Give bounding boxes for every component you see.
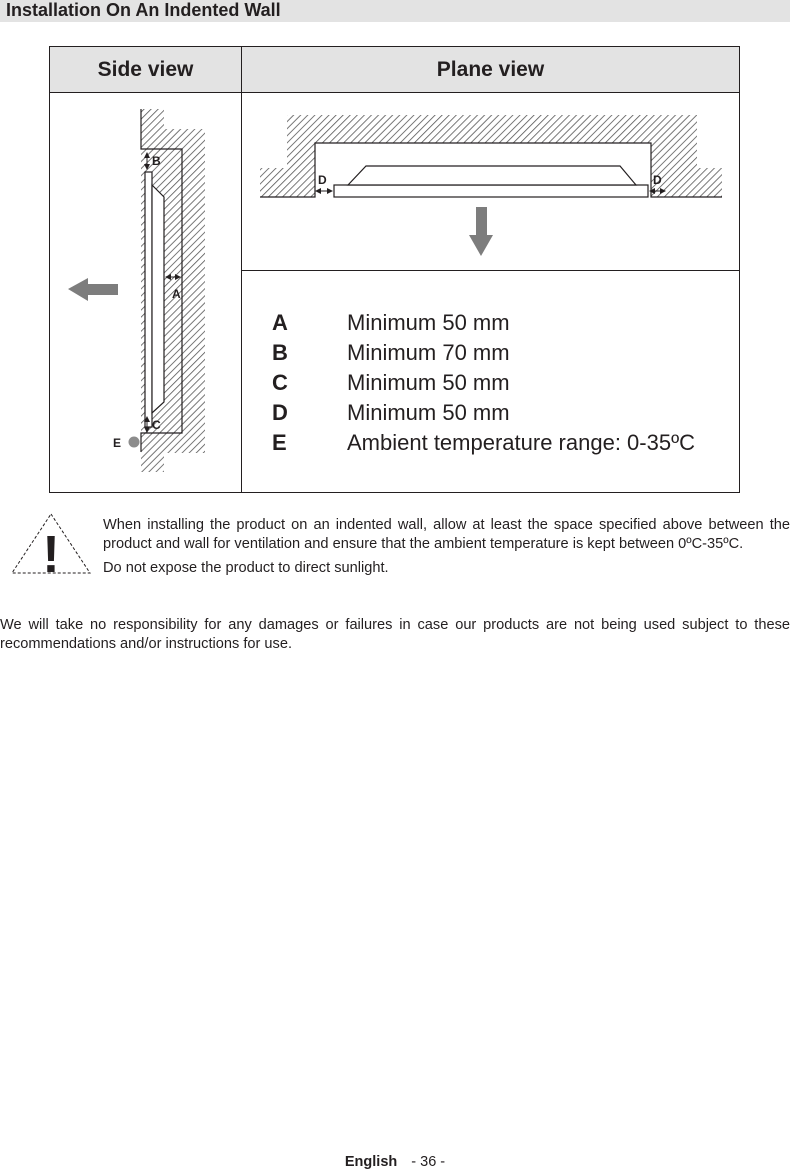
legend-letter: B [272, 340, 288, 365]
plane-view-diagram [260, 115, 722, 256]
legend-text: Minimum 50 mm [347, 310, 510, 335]
tv-side-back [152, 185, 164, 413]
label-b: B [152, 154, 161, 168]
warning-paragraph: When installing the product on an indented wall, allow at least the space specified above between the product and wall for ventilation and ensure that the ambient temperature is kept between 0ºC-35ºC. [103, 517, 790, 552]
plane-view-header: Plane view [242, 47, 739, 93]
footer-language: English [344, 1154, 398, 1170]
page-footer [0, 1154, 790, 1170]
warning-text [103, 516, 790, 578]
legend-text: Minimum 50 mm [347, 370, 510, 395]
legend-row [272, 340, 732, 370]
disclaimer: We will take no responsibility for any damages or failures in case our products are not being used subject to these recommendations and/or instructions for use. [0, 617, 790, 652]
sunlight-note: Do not expose the product to direct sunlight. [103, 560, 389, 576]
label-a: A [172, 287, 181, 301]
legend-letter: C [272, 370, 288, 395]
tv-side-profile [145, 172, 152, 427]
label-d-right: D [653, 173, 662, 187]
side-view-header: Side view [50, 47, 242, 93]
legend-letter: A [272, 310, 288, 335]
legend-row [272, 370, 732, 400]
tv-top-back [348, 166, 636, 185]
section-title: Installation On An Indented Wall [6, 0, 281, 20]
legend-row [272, 430, 732, 460]
plane-direction-arrow [469, 207, 493, 256]
legend-text: Minimum 50 mm [347, 400, 510, 425]
footer-page-number: - 36 - [411, 1154, 446, 1170]
side-direction-arrow [68, 278, 118, 301]
warning-triangle-icon [10, 512, 92, 576]
label-c: C [152, 418, 161, 432]
legend-text: Ambient temperature range: 0-35ºC [347, 430, 695, 455]
label-e: E [113, 436, 122, 450]
legend-letter: D [272, 400, 288, 425]
legend-text: Minimum 70 mm [347, 340, 510, 365]
warning-exclamation: ! [42, 526, 60, 576]
tv-top-profile [334, 185, 648, 197]
legend-row [272, 310, 732, 340]
label-d-left: D [318, 173, 327, 187]
legend-letter: E [272, 430, 287, 455]
temperature-point-marker [129, 437, 140, 448]
side-view-diagram [68, 109, 205, 472]
legend-row [272, 400, 732, 430]
